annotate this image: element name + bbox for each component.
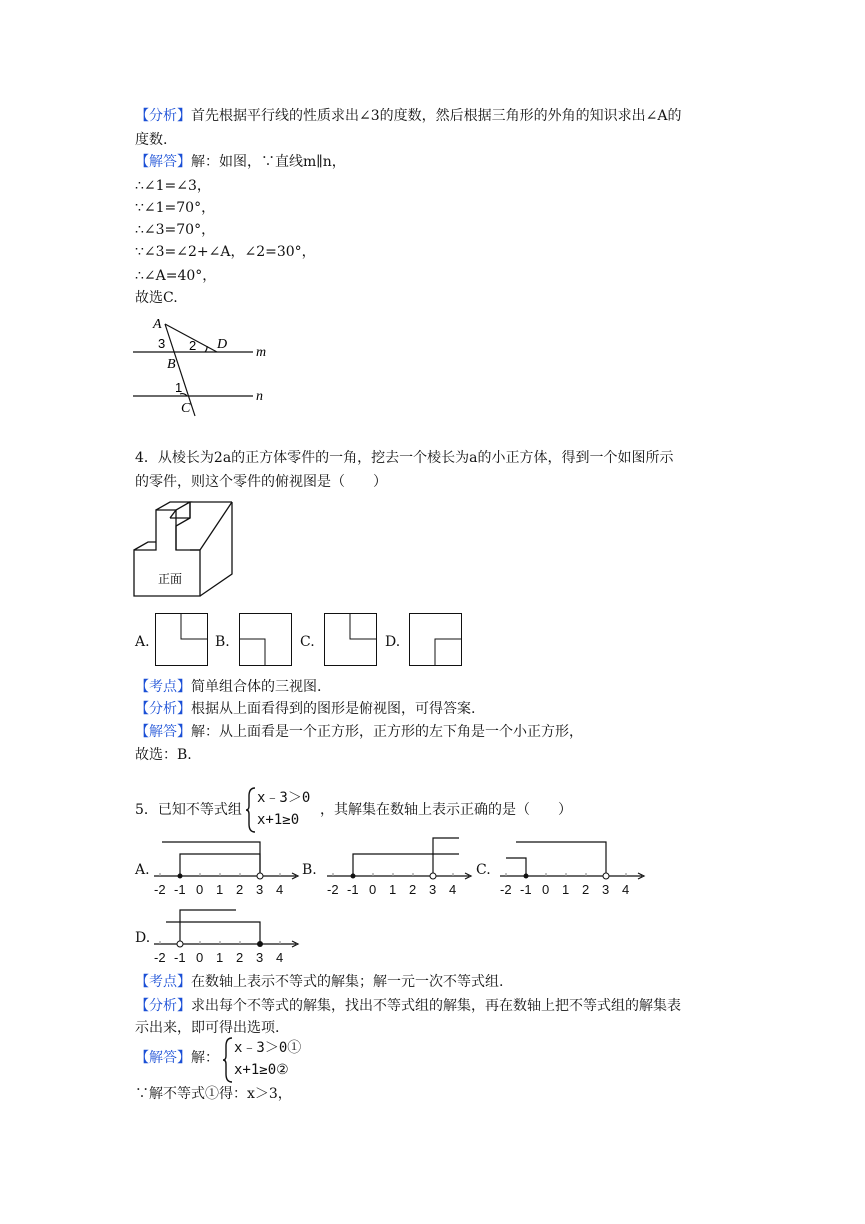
q5-kaodian-line: 【考点】在数轴上表示不等式的解集；解一元一次不等式组. xyxy=(135,974,504,990)
cube-figure xyxy=(128,498,240,600)
q4-option-c-figure xyxy=(324,613,378,667)
solution-step: ∵∠3=∠2+∠A，∠2=30°， xyxy=(135,244,316,260)
tick-label: -1 xyxy=(520,882,532,897)
q5-solution-line: 【解答】解： xyxy=(135,1050,219,1066)
tick-label: -1 xyxy=(174,950,186,965)
q5-analysis-line-2: 示出来，即可得出选项. xyxy=(135,1020,280,1036)
tick-label: 4 xyxy=(276,882,284,897)
q5-sol-inequality-2: x+1≥0② xyxy=(234,1062,289,1078)
analysis-line-2: 度数. xyxy=(135,132,168,148)
solution-step: ∴∠A=40°， xyxy=(135,268,217,284)
tick-label: 1 xyxy=(389,882,397,897)
tick-label: 2 xyxy=(236,882,244,897)
q5-analysis-line-1: 【分析】求出每个不等式的解集，找出不等式组的解集，再在数轴上把不等式组的解集表 xyxy=(135,998,681,1014)
solution-step: ∴∠1=∠3， xyxy=(135,178,211,194)
tick-label: -1 xyxy=(347,882,359,897)
tick-label: 4 xyxy=(622,882,630,897)
analysis-tag: 【分析】 xyxy=(135,701,191,717)
q5-numberline-b xyxy=(325,836,475,898)
label-d: D xyxy=(217,337,228,352)
label-n: n xyxy=(256,389,263,404)
q5-brace xyxy=(245,786,257,834)
tick-label: 4 xyxy=(276,950,284,965)
analysis-line-1: 【分析】首先根据平行线的性质求出∠3的度数，然后根据三角形的外角的知识求出∠A的 xyxy=(135,108,682,124)
tick-label: -2 xyxy=(154,882,166,897)
kaodian-tag: 【考点】 xyxy=(135,679,191,695)
tick-label: 0 xyxy=(196,950,204,965)
solution-tag: 【解答】 xyxy=(135,154,191,170)
q4-solution-line-1: 【解答】解：从上面看是一个正方形，正方形的左下角是一个小正方形， xyxy=(135,724,583,740)
analysis-tag: 【分析】 xyxy=(135,998,191,1014)
q4-stem-line-2: 的零件，则这个零件的俯视图是（ ） xyxy=(135,474,387,490)
tick-label: -2 xyxy=(327,882,339,897)
q5-option-d-label: D. xyxy=(135,930,151,946)
tick-label: 1 xyxy=(562,882,570,897)
q4-option-c-label: C. xyxy=(300,634,315,650)
q4-option-d-figure xyxy=(409,613,463,667)
q5-sol-inequality-1: x﹣3＞0① xyxy=(234,1040,302,1056)
front-label: 正面 xyxy=(158,572,183,586)
q4-option-b-figure xyxy=(239,613,293,667)
tick-label: 0 xyxy=(542,882,550,897)
tick-label: 0 xyxy=(196,882,204,897)
q5-stem-prefix: 5．已知不等式组 xyxy=(135,802,242,818)
tick-label: 1 xyxy=(216,950,224,965)
analysis-tag: 【分析】 xyxy=(135,108,191,124)
solution-step: ∵∠1=70°， xyxy=(135,200,216,216)
q5-inequality-1: x﹣3＞0 xyxy=(257,790,311,806)
tick-label: -2 xyxy=(500,882,512,897)
q5-option-b-label: B. xyxy=(302,862,317,878)
kaodian-tag: 【考点】 xyxy=(135,974,191,990)
solution-tag: 【解答】 xyxy=(135,1050,191,1066)
q4-kaodian-line: 【考点】简单组合体的三视图. xyxy=(135,679,322,695)
label-a: A xyxy=(153,317,162,332)
tick-label: 3 xyxy=(256,950,264,965)
q5-numberline-d xyxy=(152,904,302,966)
q4-option-a-figure xyxy=(155,613,209,667)
q5-solution-brace xyxy=(222,1036,234,1084)
q5-numberline-c xyxy=(498,836,648,898)
solution-step: ∴∠3=70°， xyxy=(135,222,216,238)
q5-last-line: ∵解不等式①得：x＞3， xyxy=(135,1086,292,1102)
q5-option-a-label: A. xyxy=(135,862,150,878)
q5-numberline-a xyxy=(152,836,302,898)
tick-label: 2 xyxy=(582,882,590,897)
tick-label: 3 xyxy=(602,882,610,897)
q4-analysis-line: 【分析】根据从上面看得到的图形是俯视图，可得答案. xyxy=(135,701,476,717)
q4-option-a-label: A. xyxy=(135,634,150,650)
q5-inequality-2: x+1≥0 xyxy=(257,812,300,828)
solution-tag: 【解答】 xyxy=(135,724,191,740)
label-m: m xyxy=(256,345,267,360)
tick-label: -1 xyxy=(174,882,186,897)
tick-label: 3 xyxy=(256,882,264,897)
q4-option-d-label: D. xyxy=(385,634,401,650)
tick-label: 3 xyxy=(429,882,437,897)
label-c: C xyxy=(181,401,191,416)
tick-label: 2 xyxy=(409,882,417,897)
parallel-lines-figure xyxy=(125,310,275,420)
tick-label: 2 xyxy=(236,950,244,965)
tick-label: 1 xyxy=(216,882,224,897)
q4-stem-line-1: 4．从棱长为2a的正方体零件的一角，挖去一个棱长为a的小正方体，得到一个如图所示 xyxy=(135,450,674,466)
label-1: 1 xyxy=(175,380,183,395)
q5-option-c-label: C. xyxy=(476,862,491,878)
q4-solution-line-2: 故选：B. xyxy=(135,747,192,763)
label-3: 3 xyxy=(158,336,166,351)
tick-label: 4 xyxy=(449,882,457,897)
tick-label: 0 xyxy=(369,882,377,897)
solution-line-1: 【解答】解：如图，∵直线m∥n， xyxy=(135,154,346,170)
label-2: 2 xyxy=(189,338,197,353)
q5-stem-suffix: ，其解集在数轴上表示正确的是（ ） xyxy=(320,802,572,818)
label-b: B xyxy=(167,357,176,372)
solution-step: 故选C. xyxy=(135,290,178,306)
q4-option-b-label: B. xyxy=(215,634,230,650)
tick-label: -2 xyxy=(154,950,166,965)
